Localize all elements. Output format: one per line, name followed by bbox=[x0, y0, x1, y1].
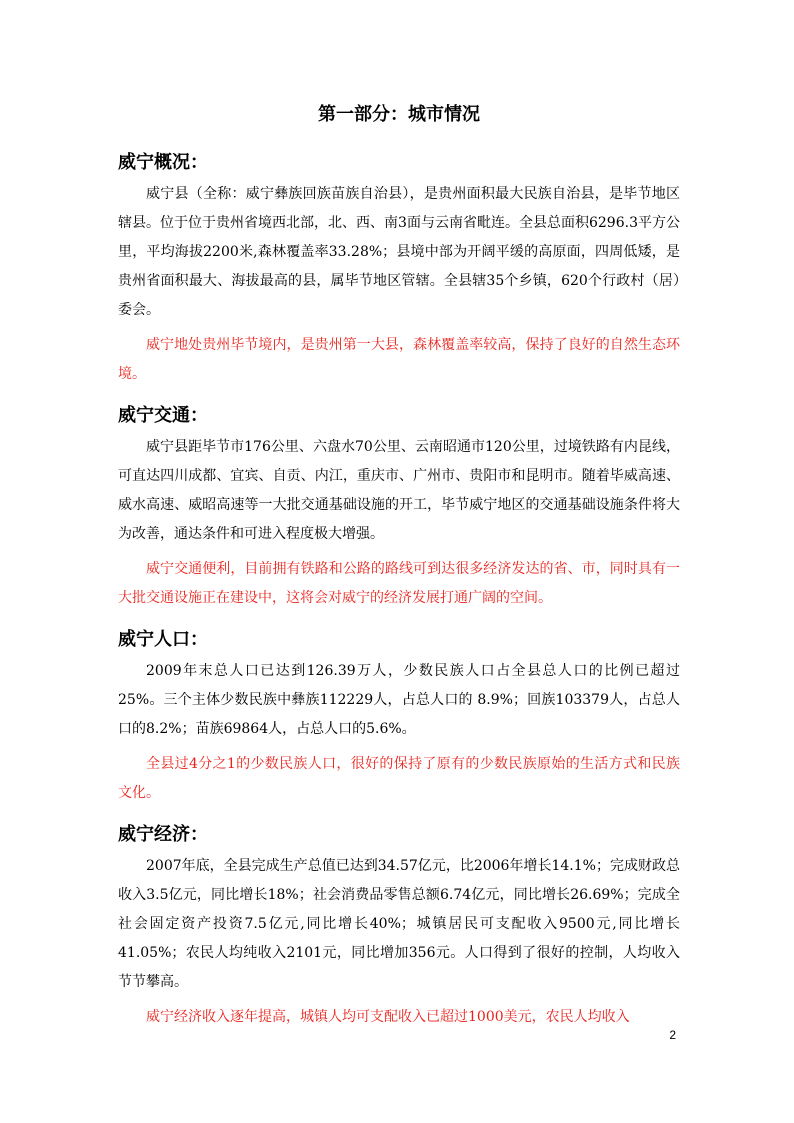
highlight-paragraph: 威宁交通便利，目前拥有铁路和公路的路线可到达很多经济发达的省、市，同时具有一大批交通设施正在建设中，这将会对威宁的经济发展打通广阔的空间。 bbox=[118, 561, 680, 606]
page-number: 2 bbox=[669, 1028, 676, 1042]
section-heading: 威宁概况： bbox=[118, 152, 208, 173]
part-title: 第一部分：城市情况 bbox=[318, 104, 480, 125]
section-overview bbox=[118, 146, 680, 389]
section-population bbox=[118, 623, 680, 808]
highlight-paragraph: 威宁经济收入逐年提高，城镇人均可支配收入已超过1000美元，农民人均收入 bbox=[146, 1009, 630, 1025]
paragraph: 2009年末总人口已达到126.39万人，少数民族人口占全县总人口的比例已超过25%。三个主体少数民族中彝族112229人，占总人口的 8.9%；回族103379人，占总人口的8.2%；苗族69864人，占总人口的5.6%。 bbox=[118, 663, 680, 737]
section-heading: 威宁交通： bbox=[118, 405, 208, 426]
page-content bbox=[118, 100, 680, 1042]
section-transport bbox=[118, 399, 680, 613]
paragraph: 2007年底，全县完成生产总值已达到34.57亿元，比2006年增长14.1%；完成财政总收入3.5亿元，同比增长18%；社会消费品零售总额6.74亿元，同比增长26.69%；完成全社会固定资产投资7.5亿元,同比增长40%；城镇居民可支配收入9500元,同比增长41.05%；农民人均纯收入2101元，同比增加356元。人口得到了很好的控制，人均收入节节攀高。 bbox=[118, 858, 680, 990]
section-heading: 威宁经济： bbox=[118, 824, 208, 845]
section-economy bbox=[118, 818, 680, 1032]
highlight-paragraph: 威宁地处贵州毕节境内，是贵州第一大县，森林覆盖率较高，保持了良好的自然生态环境。 bbox=[118, 337, 680, 382]
paragraph: 威宁县距毕节市176公里、六盘水70公里、云南昭通市120公里，过境铁路有内昆线，可直达四川成都、宜宾、自贡、内江，重庆市、广州市、贵阳市和昆明市。随着毕威高速、威水高速、威昭高速等一大批交通基础设施的开工，毕节威宁地区的交通基础设施条件将大为改善，通达条件和可进入程度极大增强。 bbox=[118, 439, 680, 542]
highlight-paragraph: 全县过4分之1的少数民族人口，很好的保持了原有的少数民族原始的生活方式和民族文化。 bbox=[118, 756, 680, 801]
section-heading: 威宁人口： bbox=[118, 629, 208, 650]
paragraph: 威宁县（全称：威宁彝族回族苗族自治县），是贵州面积最大民族自治县，是毕节地区辖县。位于位于贵州省境西北部，北、西、南3面与云南省毗连。全县总面积6296.3平方公里，平均海拔2200米,森林覆盖率33.28%；县境中部为开阔平缓的高原面，四周低矮，是贵州省面积最大、海拔最高的县，属毕节地区管辖。全县辖35个乡镇，620个行政村（居）委会。 bbox=[118, 186, 680, 318]
